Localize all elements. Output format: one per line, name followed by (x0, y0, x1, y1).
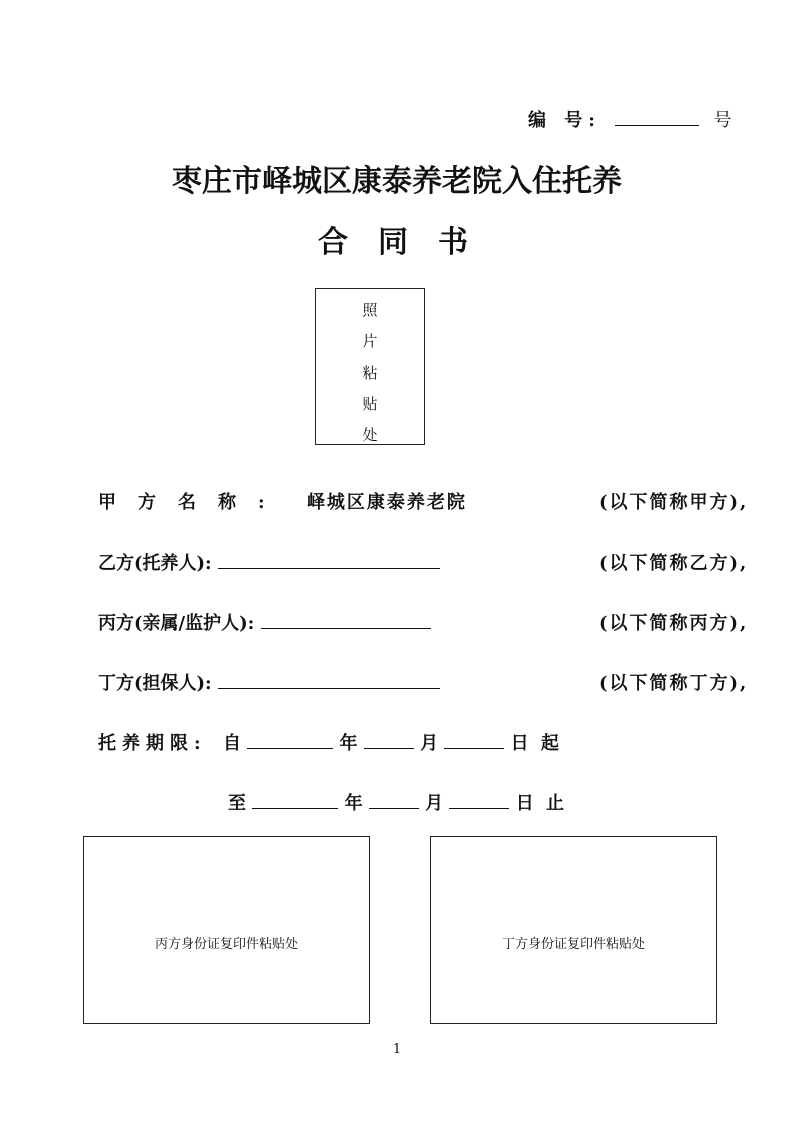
photo-char-5: 处 (362, 426, 378, 444)
serial-number-field[interactable] (615, 107, 699, 126)
start-month-label: 月 (420, 733, 439, 754)
term-to: 至 (228, 793, 246, 814)
party-a-name: 峄城区康泰养老院 (306, 492, 467, 513)
party-c-row (98, 609, 749, 635)
party-c-field[interactable] (261, 610, 431, 629)
photo-char-4: 贴 (362, 395, 378, 413)
photo-char-1: 照 (362, 301, 378, 319)
end-suffix: 止 (545, 793, 564, 814)
term-from: 自 (222, 733, 241, 754)
term-end-row (228, 789, 564, 815)
start-suffix: 起 (540, 733, 559, 754)
start-day-label: 日 (510, 733, 529, 754)
party-d-id-paste-box (430, 836, 717, 1024)
term-label: 托养期限: (98, 733, 207, 754)
party-b-tail: (以下简称乙方), (599, 553, 749, 574)
party-b-row (98, 549, 749, 575)
party-b-label: 乙方(托养人): (98, 553, 212, 574)
photo-paste-box (315, 288, 425, 445)
party-a-tail: (以下简称甲方), (599, 492, 749, 513)
party-d-row (98, 669, 749, 695)
end-day-label: 日 (515, 793, 534, 814)
end-year-field[interactable] (252, 790, 338, 809)
party-c-label: 丙方(亲属/监护人): (98, 613, 255, 634)
document-subtitle: 合同书 (318, 225, 498, 260)
page-number: 1 (392, 1042, 402, 1057)
photo-char-2: 片 (362, 332, 378, 350)
document-title: 枣庄市峄城区康泰养老院入住托养 (172, 164, 622, 199)
start-year-field[interactable] (247, 730, 333, 749)
party-a-row (98, 488, 749, 514)
party-a-label: 甲方名称: (98, 492, 287, 513)
serial-suffix: 号 (713, 110, 732, 131)
party-b-field[interactable] (218, 550, 440, 569)
end-day-field[interactable] (449, 790, 509, 809)
end-month-field[interactable] (369, 790, 419, 809)
end-month-label: 月 (425, 793, 444, 814)
party-d-label: 丁方(担保人): (98, 673, 212, 694)
start-day-field[interactable] (444, 730, 504, 749)
party-d-tail: (以下简称丁方), (599, 673, 749, 694)
serial-number-line (528, 106, 731, 132)
photo-char-3: 粘 (362, 364, 378, 382)
start-year-label: 年 (339, 733, 358, 754)
party-d-field[interactable] (218, 670, 440, 689)
start-month-field[interactable] (364, 730, 414, 749)
term-start-row (98, 729, 559, 755)
party-c-id-paste-box (83, 836, 370, 1024)
party-d-id-label: 丁方身份证复印件粘贴处 (501, 937, 645, 952)
party-c-id-label: 丙方身份证复印件粘贴处 (154, 937, 298, 952)
serial-label: 编 号: (528, 110, 601, 131)
end-year-label: 年 (344, 793, 363, 814)
party-c-tail: (以下简称丙方), (599, 613, 749, 634)
